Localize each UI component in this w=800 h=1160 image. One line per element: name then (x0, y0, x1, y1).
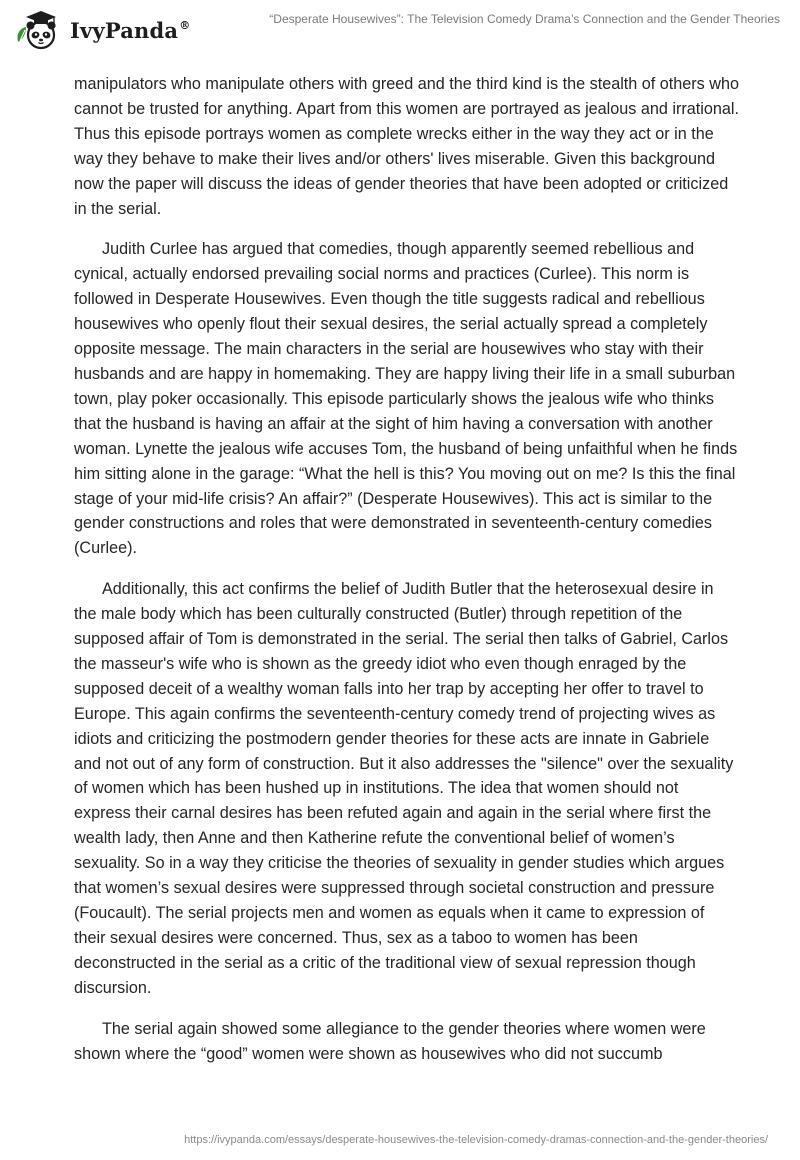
brand-name: IvyPanda® (70, 17, 191, 43)
source-url[interactable]: https://ivypanda.com/essays/desperate-housewives-the-television-comedy-dramas-connection-and-the-gender-theories/ (184, 1134, 768, 1146)
document-title: “Desperate Housewives”: The Television Comedy Drama’s Connection and the Gender Theories (269, 12, 780, 26)
panda-graduate-logo-icon (14, 8, 64, 52)
paragraph: manipulators who manipulate others with greed and the third kind is the stealth of others who cannot be trusted for anything. Apart from this women are portrayed as jealous and irrational. Thus this episode portrays women as complete wrecks either in the way they act or in the way they behave to make their lives and/or others' lives miserable. Given this background now the paper will discuss the ideas of gender theories that have been adopted or criticized in the serial. (74, 75, 739, 218)
ivypanda-logo[interactable] (14, 8, 190, 52)
paragraph: Additionally, this act confirms the belief of Judith Butler that the heterosexual desire in the male body which has been culturally constructed (Butler) through repetition of the supposed affair of Tom is demonstrated in the serial. The serial then talks of Gabriel, Carlos the masseur's wife who is shown as the greedy idiot who even though enraged by the supposed deceit of a wealthy woman falls into her trap by accepting her offer to travel to Europe. This again confirms the seventeenth-century comedy trend of projecting wives as idiots and criticizing the postmodern gender theories for these acts are innate in Gabriele and not out of any form of construction. But it also addresses the "silence" over the sexuality of women which has been hushed up in institutions. The idea that women should not express their carnal desires has been refuted again and again in the serial where first the wealth lady, then Anne and then Katherine refute the conventional belief of women’s sexuality. So in a way they criticise the theories of sexuality in gender studies which argues that women’s sexual desires were suppressed through societal construction and pressure (Foucault). The serial projects men and women as equals when it came to expression of their sexual desires were concerned. Thus, sex as a taboo to women has been deconstructed in the serial as a critic of the traditional view of sexual repression though discursion. (74, 580, 734, 997)
paragraph: Judith Curlee has argued that comedies, though apparently seemed rebellious and cynical, actually endorsed prevailing social norms and practices (Curlee). This norm is followed in Desperate Housewives. Even though the title suggests radical and rebellious housewives who openly flout their sexual desires, the serial actually spread a completely opposite message. The main characters in the serial are housewives who stay with their husbands and are happy in homemaking. They are happy living their life in a small suburban town, play poker occasionally. This episode particularly shows the jealous wife who thinks that the husband is having an affair at the sight of him having a conversation with another woman. Lynette the jealous wife accuses Tom, the husband of being unfaithful when he finds him sitting alone in the garage: “What the hell is this? You moving out on me? Is this the final stage of your mid-life crisis? An affair?” (Desperate Housewives). This act is similar to the gender constructions and roles that were demonstrated in seventeenth-century comedies (Curlee). (74, 240, 738, 558)
page-header (0, 0, 800, 62)
essay-body (74, 72, 739, 1082)
paragraph: The serial again showed some allegiance to the gender theories where women were shown where the “good” women were shown as housewives who did not succumb (74, 1019, 706, 1063)
registered-mark: ® (179, 18, 191, 32)
